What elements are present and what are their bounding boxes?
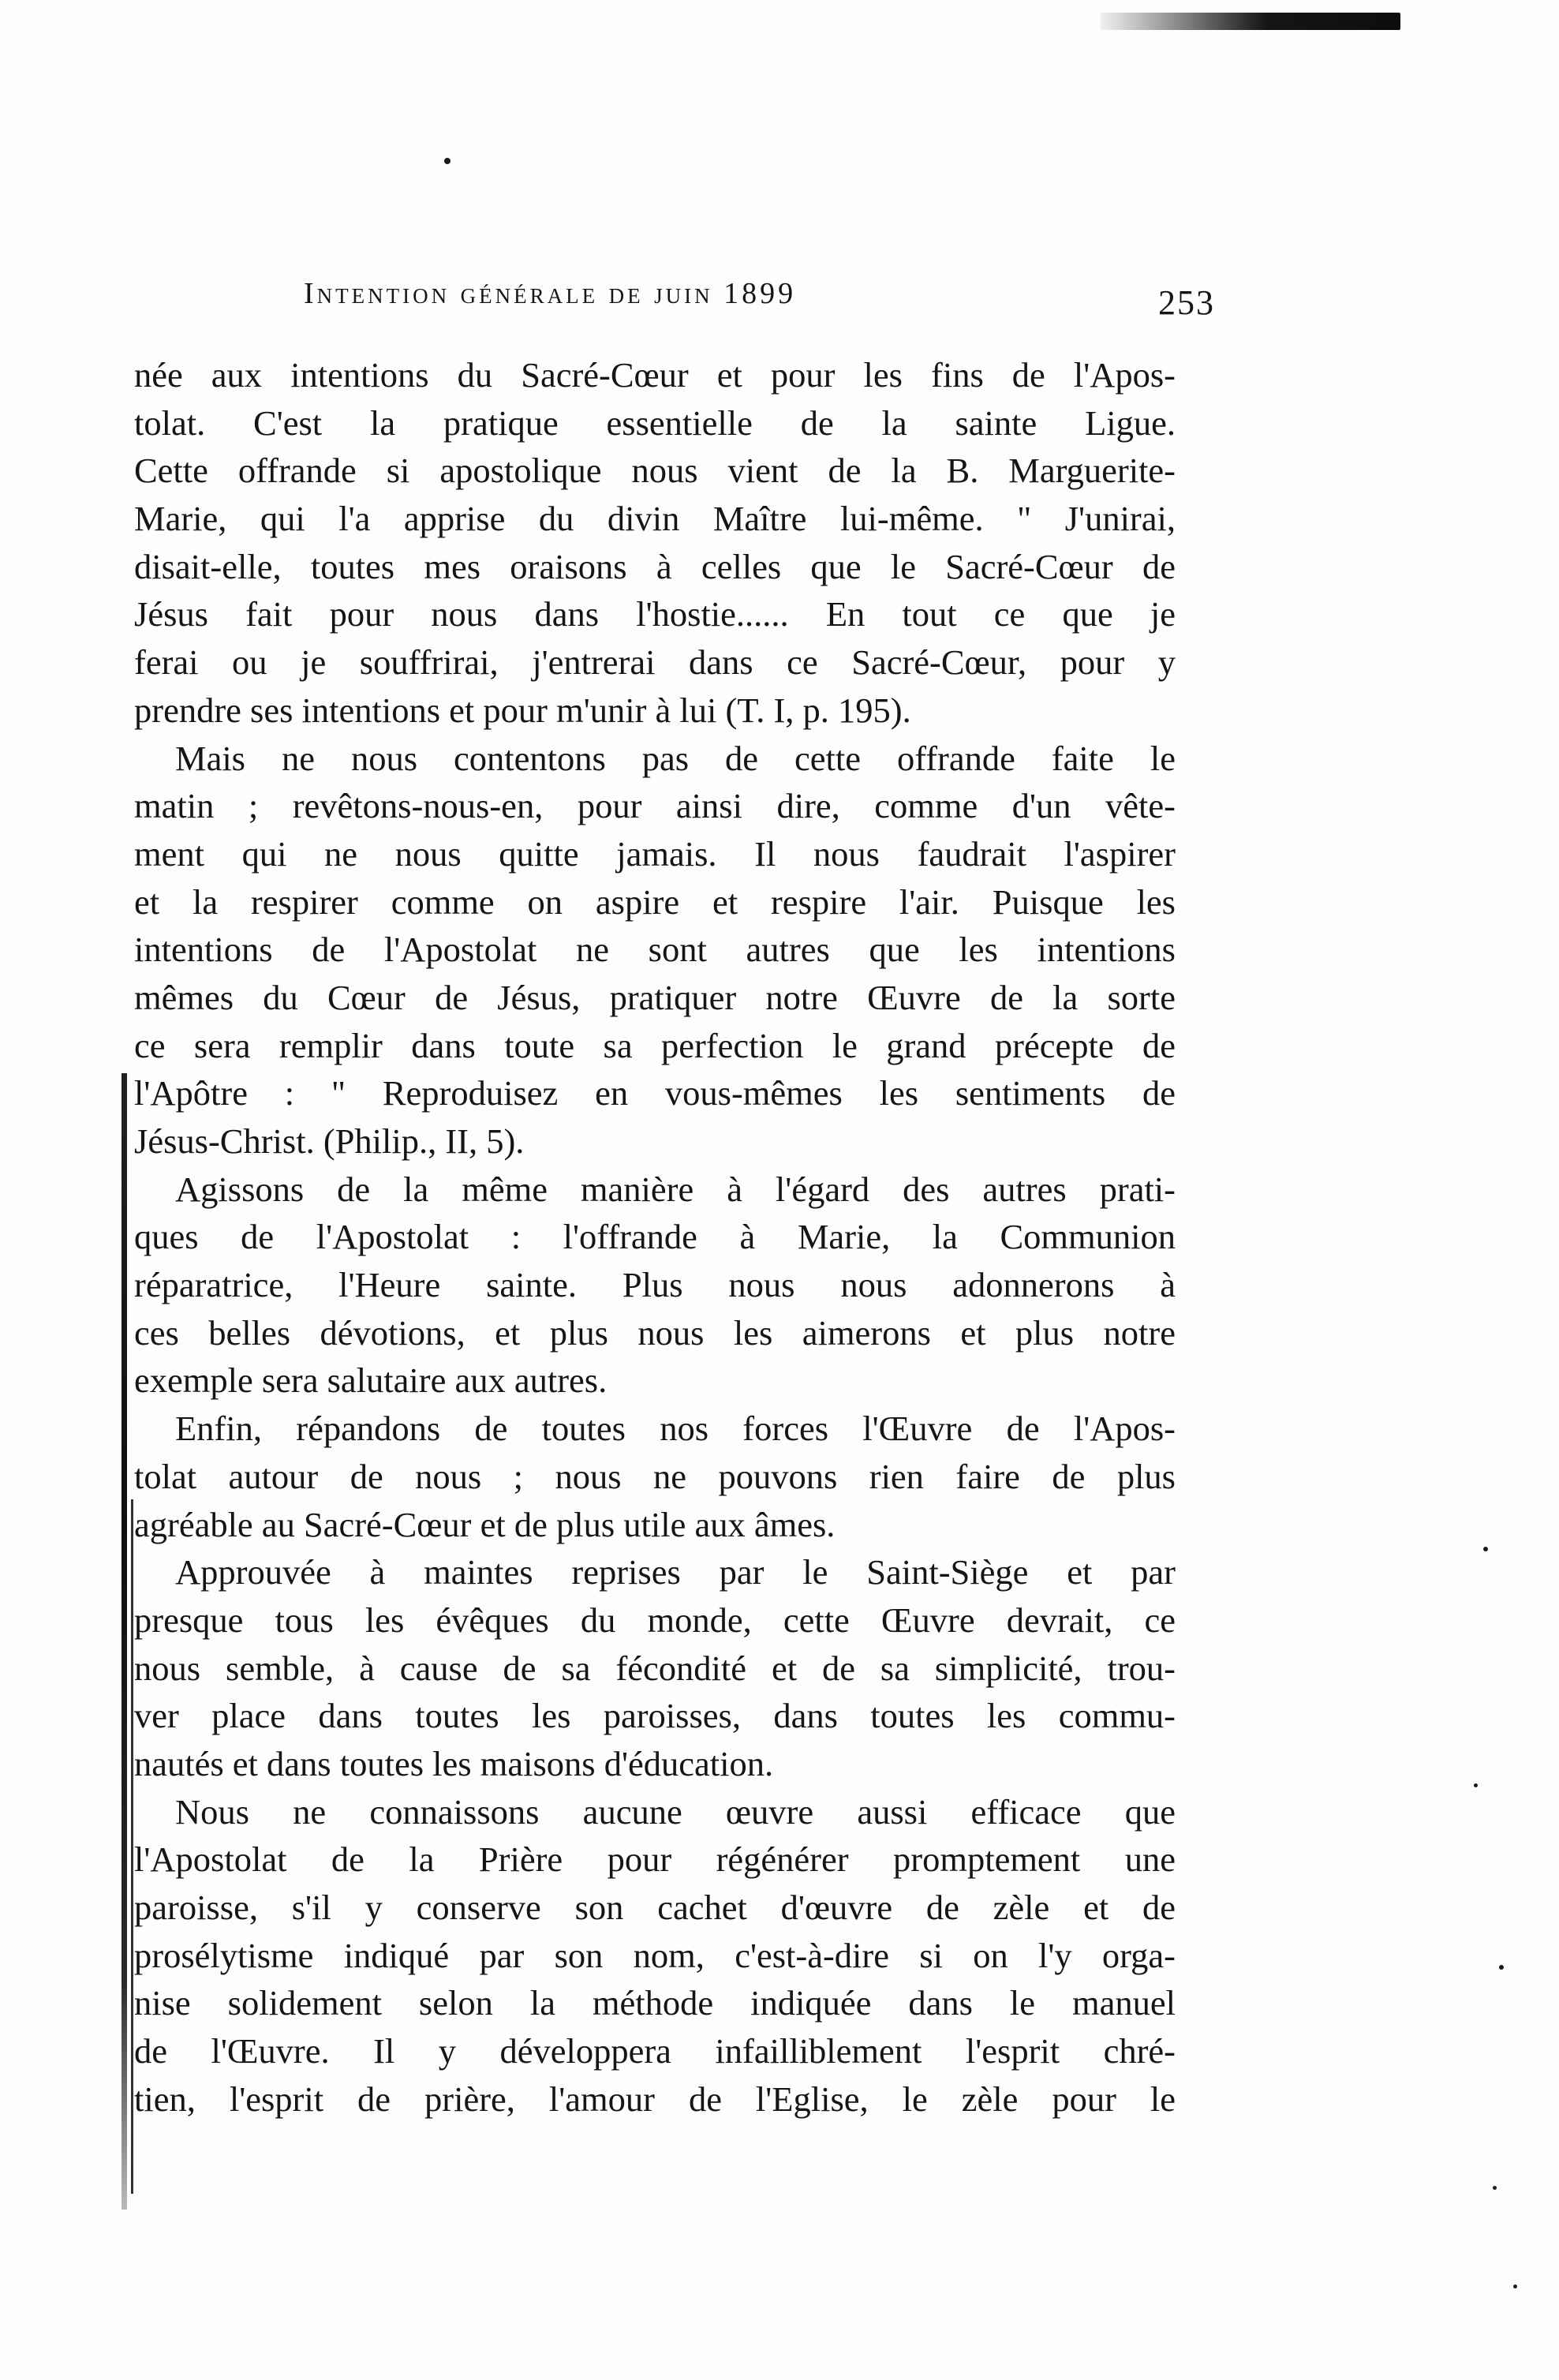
text-line: prosélytisme indiqué par son nom, c'est-à-dire si on l'y orga- [134,1935,1176,1975]
text-line: de l'Œuvre. Il y développera infailliblement l'esprit chré- [134,2031,1176,2071]
text-line: nautés et dans toutes les maisons d'éducation. [134,1743,774,1783]
text-line: Marie, qui l'a apprise du divin Maître lui-même. " J'unirai, [134,499,1176,539]
text-line: tolat. C'est la pratique essentielle de la sainte Ligue. [134,402,1176,443]
text-line: née aux intentions du Sacré-Cœur et pour les fins de l'Apos- [134,355,1176,395]
text-line: l'Apostolat de la Prière pour régénérer promptement une [134,1839,1176,1880]
text-line: paroisse, s'il y conserve son cachet d'œuvre de zèle et de [134,1888,1176,1927]
text-line: ce sera remplir dans toute sa perfection le grand précepte de [134,1025,1176,1065]
running-head [304,276,1215,324]
binding-shadow [122,1073,127,2210]
text-line: prendre ses intentions et pour m'unir à lui (T. I, p. 195). [134,690,911,730]
scan-speck [444,158,451,164]
text-line: ment qui ne nous quitte jamais. Il nous faudrait l'aspirer [134,833,1176,874]
body-text [134,351,1176,2123]
text-line: réparatrice, l'Heure sainte. Plus nous nous adonnerons à [134,1265,1176,1305]
text-line: mêmes du Cœur de Jésus, pratiquer notre Œuvre de la sorte [134,977,1176,1017]
text-line: et la respirer comme on aspire et respire l'air. Puisque les [134,881,1176,922]
scan-speck [1499,1965,1504,1970]
running-head-title: Intention générale de juin 1899 [304,277,797,310]
text-line: ferai ou je souffrirai, j'entrerai dans ce Sacré-Cœur, pour y [134,642,1176,683]
text-line: intentions de l'Apostolat ne sont autres que les intentions [134,930,1176,970]
scan-speck [1474,1783,1478,1787]
text-line: agréable au Sacré-Cœur et de plus utile aux âmes. [134,1504,836,1544]
text-line: Enfin, répandons de toutes nos forces l'Œuvre de l'Apos- [175,1409,1176,1449]
text-line: nise solidement selon la méthode indiquée dans le manuel [134,1983,1176,2023]
text-line: presque tous les évêques du monde, cette Œuvre devrait, ce [134,1600,1176,1640]
text-line: disait-elle, toutes mes oraisons à celles que le Sacré-Cœur de [134,546,1176,586]
scan-speck [1513,2285,1517,2288]
text-line: l'Apôtre : " Reproduisez en vous-mêmes les sentiments de [134,1073,1176,1113]
text-line: Approuvée à maintes reprises par le Saint-Siège et par [175,1552,1176,1592]
text-line: Mais ne nous contentons pas de cette offrande faite le [175,738,1176,778]
text-line: ces belles dévotions, et plus nous les aimerons et plus notre [134,1312,1176,1353]
text-line: matin ; revêtons-nous-en, pour ainsi dire, comme d'un vête- [134,786,1176,826]
scan-speck [1483,1547,1488,1551]
binding-shadow-inner [131,1499,133,2194]
text-line: exemple sera salutaire aux autres. [134,1360,608,1401]
text-line: ver place dans toutes les paroisses, dans toutes les commu- [134,1696,1176,1736]
text-line: tien, l'esprit de prière, l'amour de l'Eglise, le zèle pour le [134,2079,1176,2119]
text-line: Cette offrande si apostolique nous vient de la B. Marguerite- [134,451,1176,491]
scan-edge-mark [1101,13,1400,30]
text-line: Agissons de la même manière à l'égard des autres prati- [175,1169,1176,1209]
page-number: 253 [1158,283,1215,322]
text-line: Nous ne connaissons aucune œuvre aussi efficace que [175,1791,1176,1832]
text-line: tolat autour de nous ; nous ne pouvons rien faire de plus [134,1456,1176,1496]
text-line: ques de l'Apostolat : l'offrande à Marie, la Communion [134,1217,1176,1257]
text-line: Jésus-Christ. (Philip., II, 5). [134,1121,525,1161]
text-line: nous semble, à cause de sa fécondité et de sa simplicité, trou- [134,1648,1176,1688]
text-line: Jésus fait pour nous dans l'hostie...... En tout ce que je [134,594,1176,634]
scan-speck [1493,2186,1497,2190]
